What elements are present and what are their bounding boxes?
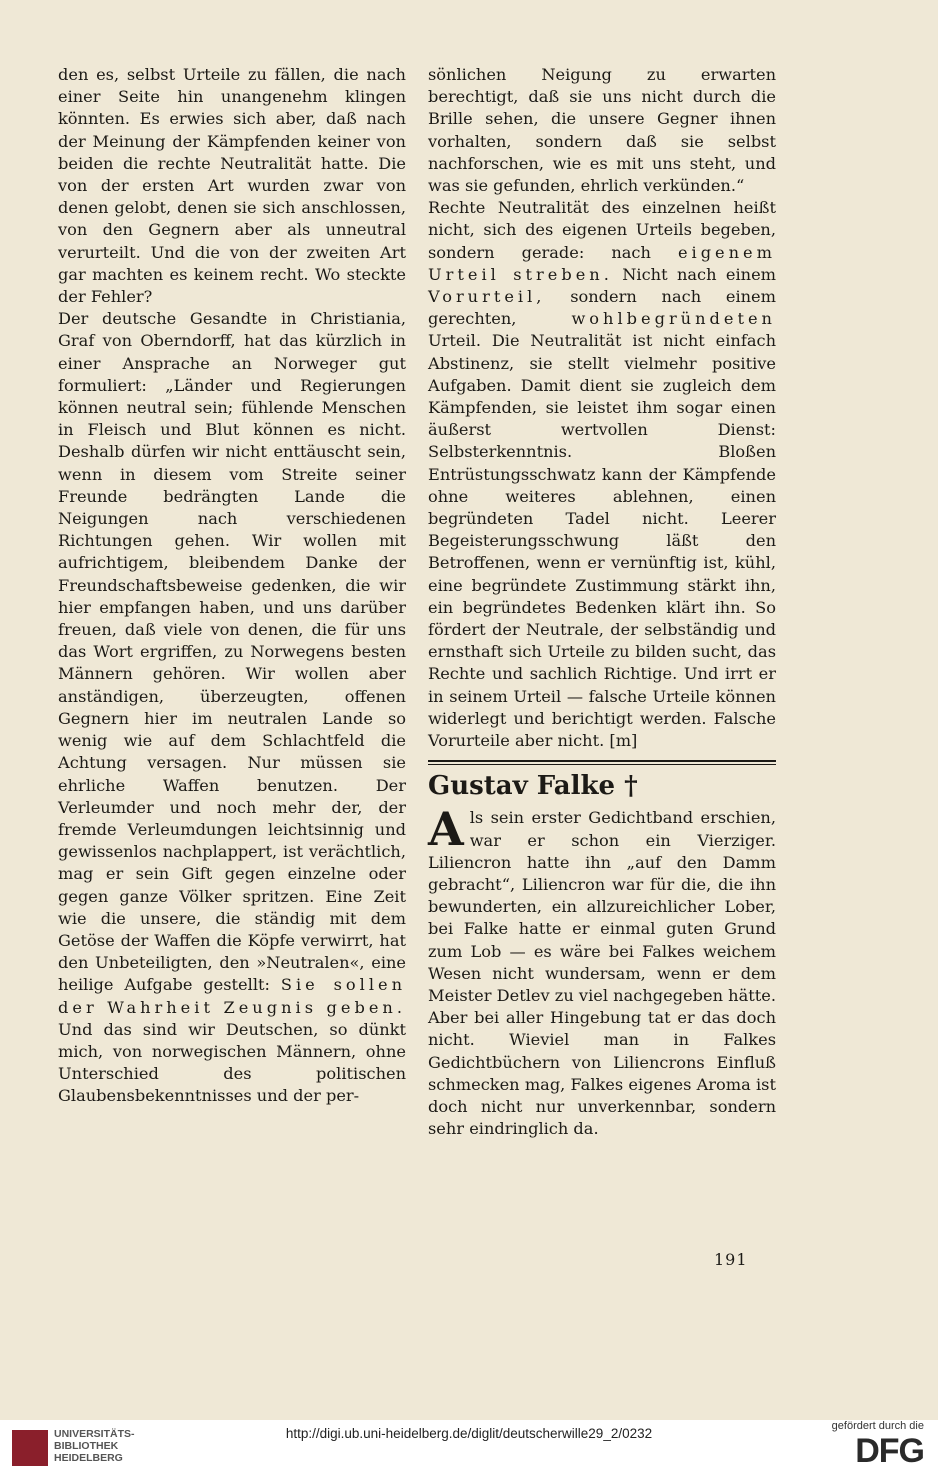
- spaced-emphasis-2: Vorurteil,: [428, 287, 546, 307]
- dfg-logo: DFG: [855, 1432, 924, 1470]
- right-paragraph-2: [428, 197, 776, 752]
- spaced-emphasis-1: eigenem Urteil streben.: [428, 242, 776, 284]
- left-paragraph-1: den es, selbst Urteile zu fällen, die nach einer Seite hin unangenehm klingen könnten. Es erwies sich aber, daß nach der Meinung der Kämpfenden keiner von beiden die rechte Neutralität hatte. Die von der ersten Art wurden zwar von denen gelobt, denen sie sich anschlossen, von den Gegnern aber als unneutral verurteilt. Und die von der zweiten Art gar machten es keinem recht. Wo steckte der Fehler?: [58, 65, 406, 307]
- left-paragraph-2-text: Der deutsche Gesandte in Christiania, Graf von Oberndorff, hat das kürzlich in einer Ansprache an Norweger gut formuliert: „Länder und Regierungen können neutral sein; fühlende Menschen in Fleisch und Blut können es nicht. Deshalb dürfen wir nicht enttäuscht sein, wenn in diesem vom Streite seiner Freunde bedrängten Lande die Neigungen nach verschiedenen Richtungen gehen. Wir wollen mit aufrichtigem, bleibendem Danke der Freundschaftsbeweise gedenken, die wir hier empfangen haben, und uns darüber freuen, daß viele von denen, die für uns das Wort ergriffen, zu Norwegens besten Männern gehören. Wir wollen aber anständigen, überzeugten, offenen Gegnern hier im neutralen Lande so wenig wie auf dem Schlachtfeld die Achtung versagen. Nur müssen sie ehrliche Waffen benutzen. Der Verleumder und noch mehr der, der fremde Verleumdungen leichtsinnig und gewissenlos nachplappert, ist verächtlich, mag er sein Gift gegen einzelne oder gegen ganze Völker spritzen. Eine Zeit wie die unsere, die ständig mit dem Getöse der Waffen die Köpfe verwirrt, hat den Unbeteiligten, den »Neutralen«, eine heilige Aufgabe gestellt:: [58, 309, 406, 995]
- left-paragraph-2: [58, 308, 406, 1107]
- right-paragraph-2-end: Urteil. Die Neutralität ist nicht einfach Abstinenz, sie stellt vielmehr positive Aufgaben. Damit dient sie zugleich dem Kämpfenden, sie leistet ihm sogar einen äußerst wertvollen Dienst: Selbsterkenntnis. Bloßen Entrüstungsschwatz kann der Kämpfende ohne weiteres ablehnen, einen begründeten Tadel nicht. Leerer Begeisterungsschwung läßt den Betroffenen, wenn er vernünftig ist, kühl, eine begründete Zustimmung stärkt ihn, ein begründetes Bedenken klärt ihn. So fördert der Neutrale, der selbständig und ernsthaft sich Urteile zu bilden sucht, das Rechte und sachlich Richtige. Und irrt er in seinem Urteil — falsche Urteile können widerlegt und berichtigt werden. Falsche Vorurteile aber nicht. [m]: [428, 331, 776, 751]
- right-paragraph-1: sönlichen Neigung zu erwarten berechtigt, daß sie uns nicht durch die Brille sehen, die unsere Gegner ihnen vorhalten, sondern daß sie selbst nachforschen, wie es mit uns steht, und was sie gefunden, ehrlich verkünden.“: [428, 65, 776, 196]
- right-paragraph-3: [428, 802, 776, 1140]
- right-column: [428, 64, 776, 1140]
- library-name-line-3: HEIDELBERG: [54, 1452, 123, 1464]
- spaced-emphasis: Sie sollen der Wahrheit Zeugnis geben.: [58, 975, 407, 1017]
- page-number: 191: [714, 1250, 748, 1269]
- library-name-line-2: BIBLIOTHEK: [54, 1440, 119, 1452]
- section-divider: [428, 760, 776, 765]
- section-heading: Gustav Falke †: [428, 771, 638, 802]
- right-paragraph-2-start: Rechte Neutralität des einzelnen heißt nicht, sich des eigenen Urteils begeben, sondern gerade: nach: [428, 198, 776, 262]
- drop-cap: A: [428, 802, 464, 857]
- funder-note: gefördert durch die: [831, 1420, 924, 1432]
- library-name-line-1: UNIVERSITÄTS-: [54, 1428, 135, 1440]
- left-column: [58, 64, 406, 1108]
- footer: [0, 1420, 938, 1474]
- source-url-link[interactable]: http://digi.ub.uni-heidelberg.de/diglit/deutscherwille29_2/0232: [285, 1426, 653, 1441]
- right-paragraph-2-mid: Nicht nach einem: [622, 264, 777, 284]
- right-paragraph-3-text: ls sein erster Gedichtband erschien, war er schon ein Vierziger. Liliencron hatte ihn „auf den Damm gebracht“, Liliencron war für die, die ihn bewunderten, ein allzureichlicher Lober, bei Falke hatte er einmal guten Grund zum Lob — es wäre bei Falkes weichem Wesen nicht wundersam, wenn er dem Meister Detlev zu viel nachgegeben hätte. Aber bei aller Hingebung tat er das doch nicht. Wieviel man in Falkes Gedichtbüchern von Liliencrons Einfluß schmecken mag, Falkes eigenes Aroma ist doch nicht nur unverkennbar, sondern sehr eindringlich da.: [428, 808, 776, 1139]
- spaced-emphasis-3: wohlbegründeten: [571, 309, 776, 329]
- left-paragraph-2-end: Und das sind wir Deutschen, so dünkt mich, von norwegischen Männern, ohne Unterschied des politischen Glaubensbekenntnisses und der per-: [58, 1019, 406, 1106]
- right-paragraph-2-mid2: sondern nach einem gerechten,: [428, 287, 776, 329]
